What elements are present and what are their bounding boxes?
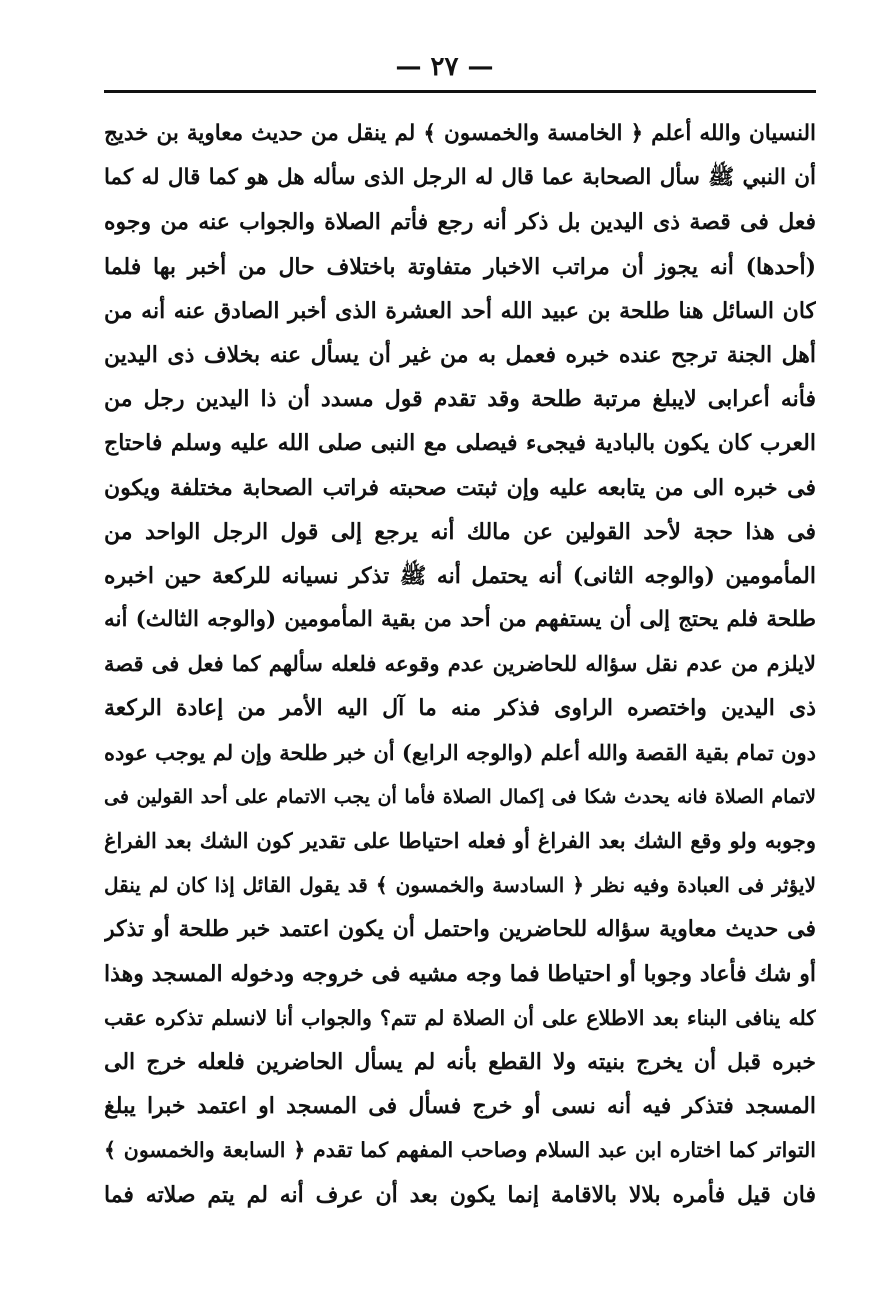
header-rule — [104, 90, 816, 93]
text-line-21: كله ينافى البناء بعد الاطلاع على أن الصلاة لم تتم؟ والجواب أنا لانسلم تذكره عقب — [104, 1005, 816, 1030]
text-line-25: فان قيل فأمره بلالا بالاقامة إنما يكون بعد أن عرف أنه لم يتم صلاته فما — [104, 1181, 816, 1208]
text-line-22: خبره قبل أن يخرج بنيته ولا القطع بأنه لم يسأل الحاضرين فلعله خرج الى — [104, 1048, 816, 1075]
text-line-16: لاتمام الصلاة فانه يحدث شكا فى إكمال الصلاة فأما أن يجب الاتمام على أحد القولين فى — [104, 785, 816, 808]
text-line-1: النسيان والله أعلم ﴿ الخامسة والخمسون ﴾ لم ينقل من حديث معاوية بن خديج — [104, 121, 816, 146]
text-line-20: أو شك فأعاد وجوبا أو احتياطا فما وجه مشيه فى خروجه ودخوله المسجد وهذا — [104, 960, 816, 987]
text-line-10: فى هذا حجة لأحد القولين عن مالك أنه يرجع إلى قول الرجل الواحد من — [104, 518, 816, 545]
text-line-18: لايؤثر فى العبادة وفيه نظر ﴿ السادسة والخمسون ﴾ قد يقول القائل إذا كان لم ينقل — [104, 873, 816, 898]
text-line-9: فى خبره الى من يتابعه عليه وإن ثبتت صحبته فراتب الصحابة مختلفة ويكون — [104, 474, 816, 501]
text-line-17: وجوبه ولو وقع الشك بعد الفراغ أو فعله احتياطا على تقدير كون الشك بعد الفراغ — [104, 828, 816, 853]
text-line-4: (أحدها) أنه يجوز أن مراتب الاخبار متفاوتة باختلاف حال من أخبر بها فلما — [104, 253, 816, 280]
text-line-3: فعل فى قصة ذى اليدين بل ذكر أنه رجع فأتم الصلاة والجواب عنه من وجوه — [104, 209, 816, 236]
page-number: — ٢٧ — — [395, 52, 494, 82]
text-line-7: فأنه أعرابى لايبلغ مرتبة طلحة وقد تقدم قول مسدد أن ذا اليدين رجل من — [104, 386, 816, 413]
text-line-2: أن النبي ﷺ سأل الصحابة عما قال له الرجل الذى سأله هل هو كما قال له كما — [104, 165, 816, 191]
text-line-13: لايلزم من عدم نقل سؤاله للحاضرين عدم وقوعه فلعله سألهم كما فعل فى قصة — [104, 651, 816, 677]
text-line-19: فى حديث معاوية سؤاله للحاضرين واحتمل أن يكون اعتمد خبر طلحة أو تذكر — [104, 916, 816, 943]
text-line-24: التواتر كما اختاره ابن عبد السلام وصاحب المفهم كما تقدم ﴿ السابعة والخمسون ﴾ — [104, 1138, 816, 1163]
text-line-5: كان السائل هنا طلحة بن عبيد الله أحد العشرة الذى أخبر الصادق عنه أنه من — [104, 297, 816, 324]
text-line-14: ذى اليدين واختصره الراوى فذكر منه ما آل اليه الأمر من إعادة الركعة — [104, 695, 816, 722]
text-line-23: المسجد فتذكر فيه أنه نسى أو خرج فسأل فى المسجد او اعتمد خبرا يبلغ — [104, 1093, 816, 1120]
text-line-15: دون تمام بقية القصة والله أعلم (والوجه الرابع) أن خبر طلحة وإن لم يوجب عوده — [104, 739, 816, 765]
text-line-8: العرب كان يكون بالبادية فيجىء فيصلى مع النبى صلى الله عليه وسلم فاحتاج — [104, 430, 816, 457]
body-text — [104, 112, 816, 1217]
text-line-12: طلحة فلم يحتج إلى أن يستفهم من أحد من بقية المأمومين (والوجه الثالث) أنه — [104, 607, 816, 633]
text-line-6: أهل الجنة ترجح عنده خبره فعمل به من غير أن يسأل عنه بخلاف ذى اليدين — [104, 341, 816, 368]
text-line-11: المأمومين (والوجه الثانى) أنه يحتمل أنه ﷺ تذكر نسيانه للركعة حين اخبره — [104, 562, 816, 589]
